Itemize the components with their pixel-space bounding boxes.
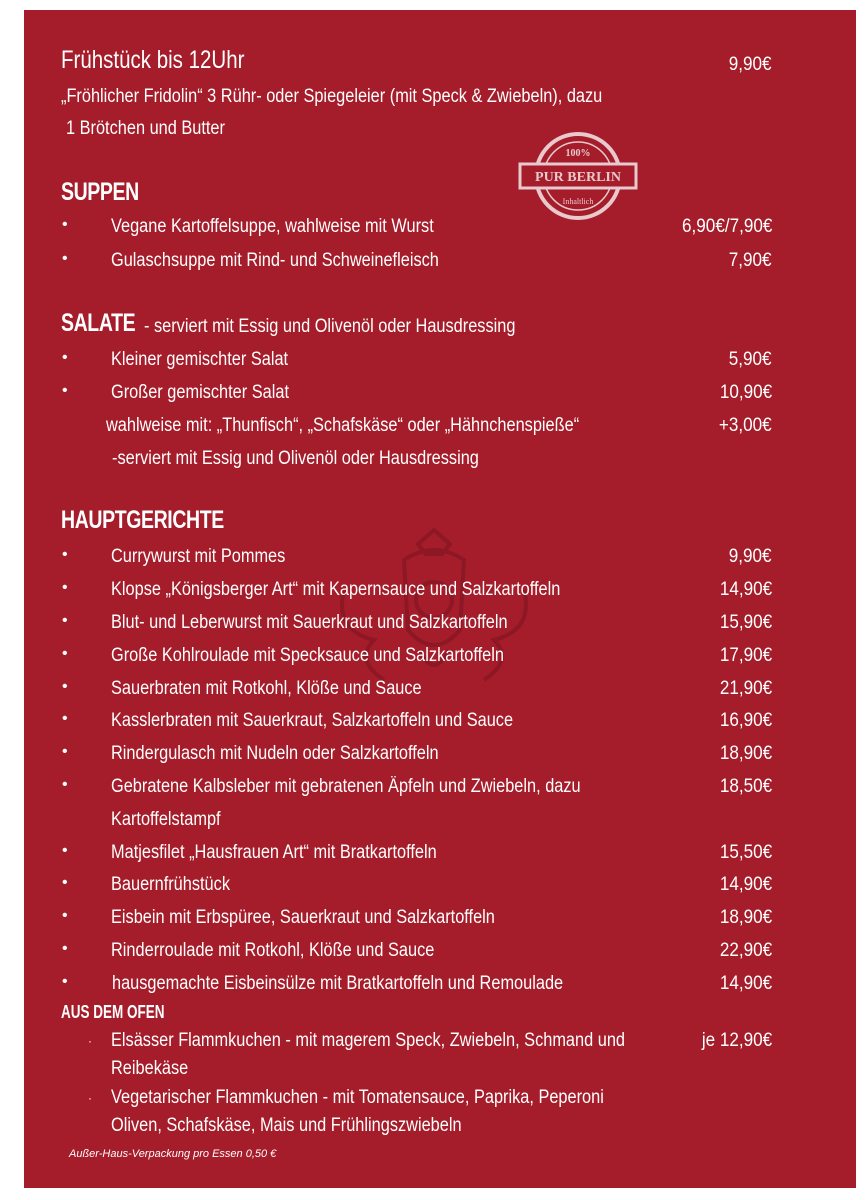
menu-item-price: 10,90€ xyxy=(719,382,772,403)
menu-item-name: Gebratene Kalbsleber mit gebratenen Äpfeln und Zwiebeln, dazu xyxy=(111,776,581,797)
bullet-icon: • xyxy=(62,678,68,695)
menu-item-price: 14,90€ xyxy=(719,579,772,600)
bullet-icon: • xyxy=(62,546,68,563)
bullet-icon: • xyxy=(62,940,68,957)
bullet-icon: • xyxy=(62,349,68,366)
menu-item-price: 18,50€ xyxy=(719,776,772,797)
menu-item-name: Matjesfilet „Hausfrauen Art“ mit Bratkartoffeln xyxy=(111,842,437,863)
menu-item-name: Gulaschsuppe mit Rind- und Schweinefleisch xyxy=(111,250,439,271)
menu-item-price: 16,90€ xyxy=(719,710,772,731)
menu-item-price: 14,90€ xyxy=(719,874,772,895)
ofen-price: je 12,90€ xyxy=(701,1030,772,1051)
menu-item-name: Rinderroulade mit Rotkohl, Klöße und Sauce xyxy=(111,940,435,961)
salate-extra-price: +3,00€ xyxy=(719,415,772,436)
bullet-icon: • xyxy=(62,842,68,859)
menu-item-name: Bauernfrühstück xyxy=(111,874,230,895)
salate-extra: wahlweise mit: „Thunfisch“, „Schafskäse“ oder „Hähnchenspieße“ xyxy=(106,415,580,436)
menu-item-price: 18,90€ xyxy=(719,743,772,764)
bullet-icon: • xyxy=(62,579,68,596)
menu-item-name: Kasslerbraten mit Sauerkraut, Salzkartoffeln und Sauce xyxy=(111,710,514,731)
menu-item-name: hausgemachte Eisbeinsülze mit Bratkartoffeln und Remoulade xyxy=(112,973,564,994)
ofen-item-line1: Elsässer Flammkuchen - mit magerem Speck, Zwiebeln, Schmand und xyxy=(111,1030,626,1051)
section-title-salate: SALATE xyxy=(61,309,136,337)
menu-item-price: 5,90€ xyxy=(729,349,772,370)
pur-berlin-stamp xyxy=(518,128,638,224)
breakfast-description-line2: 1 Brötchen und Butter xyxy=(66,118,225,139)
menu-item-name: Große Kohlroulade mit Specksauce und Salzkartoffeln xyxy=(111,645,504,666)
bullet-icon: • xyxy=(62,907,68,924)
section-title-hauptgerichte: HAUPTGERICHTE xyxy=(61,506,224,534)
bullet-icon: • xyxy=(62,216,68,233)
stamp-bottom-text: Inhaltlich xyxy=(562,197,594,206)
bullet-icon: • xyxy=(62,710,68,727)
bullet-icon: • xyxy=(62,250,68,267)
menu-page xyxy=(24,10,856,1188)
bullet-icon: • xyxy=(62,776,68,793)
ofen-item-line1: Vegetarischer Flammkuchen - mit Tomatensauce, Paprika, Peperoni xyxy=(111,1087,604,1108)
bullet-icon: · xyxy=(88,1034,92,1048)
menu-item-price: 15,90€ xyxy=(719,612,772,633)
breakfast-description-line1: „Fröhlicher Fridolin“ 3 Rühr- oder Spiegeleier (mit Speck & Zwiebeln), dazu xyxy=(61,86,603,107)
menu-item-price: 9,90€ xyxy=(729,546,772,567)
menu-item-price: 6,90€/7,90€ xyxy=(681,216,772,237)
menu-item-name: Klopse „Königsberger Art“ mit Kapernsauce und Salzkartoffeln xyxy=(111,579,561,600)
bullet-icon: · xyxy=(88,1091,92,1105)
bullet-icon: • xyxy=(62,973,68,990)
menu-item-name: Großer gemischter Salat xyxy=(111,382,289,403)
menu-item-name: Blut- und Leberwurst mit Sauerkraut und Salzkartoffeln xyxy=(111,612,508,633)
menu-item-price: 17,90€ xyxy=(719,645,772,666)
stamp-middle-text: PUR BERLIN xyxy=(535,170,621,185)
salate-extra-note: -serviert mit Essig und Olivenöl oder Hausdressing xyxy=(112,448,479,469)
menu-item-name: Kleiner gemischter Salat xyxy=(111,349,289,370)
section-title-aus-dem-ofen: AUS DEM OFEN xyxy=(61,1002,165,1022)
menu-item-price: 14,90€ xyxy=(719,973,772,994)
breakfast-title: Frühstück bis 12Uhr xyxy=(61,46,245,74)
section-title-suppen: SUPPEN xyxy=(61,178,139,206)
breakfast-price: 9,90€ xyxy=(729,54,772,75)
bullet-icon: • xyxy=(62,645,68,662)
bullet-icon: • xyxy=(62,743,68,760)
menu-item-name: Rindergulasch mit Nudeln oder Salzkartoffeln xyxy=(111,743,439,764)
menu-item-price: 18,90€ xyxy=(719,907,772,928)
menu-item-price: 21,90€ xyxy=(719,678,772,699)
bullet-icon: • xyxy=(62,874,68,891)
menu-item-price: 15,50€ xyxy=(719,842,772,863)
menu-item-name: Vegane Kartoffelsuppe, wahlweise mit Wurst xyxy=(111,216,434,237)
bullet-icon: • xyxy=(62,612,68,629)
stamp-top-text: 100% xyxy=(565,148,591,159)
menu-item-name: Sauerbraten mit Rotkohl, Klöße und Sauce xyxy=(111,678,422,699)
menu-item-price: 7,90€ xyxy=(729,250,772,271)
ofen-item-line2: Oliven, Schafskäse, Mais und Frühlingszwiebeln xyxy=(111,1115,462,1136)
salate-subtitle: - serviert mit Essig und Olivenöl oder Hausdressing xyxy=(144,316,516,337)
menu-item-name-continued: Kartoffelstampf xyxy=(111,809,221,830)
bullet-icon: • xyxy=(62,382,68,399)
footer-note: Außer-Haus-Verpackung pro Essen 0,50 € xyxy=(69,1148,277,1160)
menu-item-name: Currywurst mit Pommes xyxy=(111,546,286,567)
menu-item-price: 22,90€ xyxy=(719,940,772,961)
ofen-item-line2: Reibekäse xyxy=(111,1058,189,1079)
menu-item-name: Eisbein mit Erbspüree, Sauerkraut und Salzkartoffeln xyxy=(111,907,495,928)
